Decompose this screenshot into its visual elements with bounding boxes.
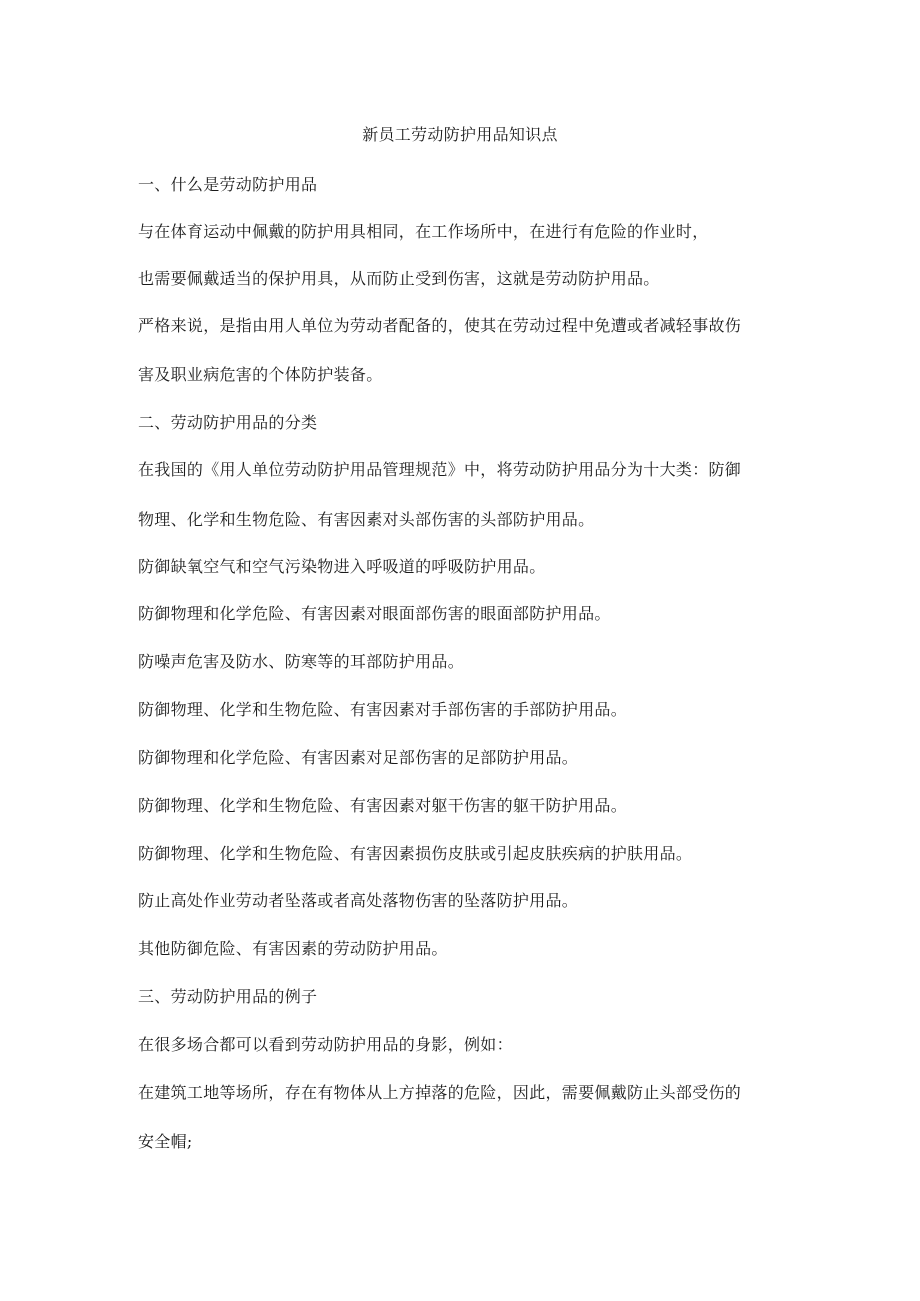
category-item: 防御物理和化学危险、有害因素对足部伤害的足部防护用品。 — [138, 748, 579, 767]
section-3-paragraph-1: 在很多场合都可以看到劳动防护用品的身影，例如： — [138, 1035, 513, 1054]
category-item: 防御物理、化学和生物危险、有害因素对手部伤害的手部防护用品。 — [138, 700, 628, 719]
category-item: 防御物理、化学和生物危险、有害因素损伤皮肤或引起皮肤疾病的护肤用品。 — [138, 844, 693, 863]
section-2-intro-line-2: 物理、化学和生物危险、有害因素对头部伤害的头部防护用品。 — [138, 510, 595, 529]
section-1-paragraph-2-line-2: 害及职业病危害的个体防护装备。 — [138, 365, 383, 384]
section-3-paragraph-2-line-2: 安全帽; — [138, 1132, 193, 1151]
section-1-paragraph-1-line-1: 与在体育运动中佩戴的防护用具相同，在工作场所中，在进行有危险的作业时， — [138, 222, 709, 241]
document-title: 新员工劳动防护用品知识点 — [362, 125, 558, 144]
section-1-paragraph-2-line-1: 严格来说，是指由用人单位为劳动者配备的，使其在劳动过程中免遭或者减轻事故伤 — [138, 316, 742, 335]
category-item: 防御物理和化学危险、有害因素对眼面部伤害的眼面部防护用品。 — [138, 604, 611, 623]
section-2-intro-line-1: 在我国的《用人单位劳动防护用品管理规范》中，将劳动防护用品分为十大类：防御 — [138, 460, 742, 479]
category-item: 其他防御危险、有害因素的劳动防护用品。 — [138, 939, 448, 958]
section-2-heading: 二、劳动防护用品的分类 — [138, 413, 318, 432]
section-3-paragraph-2-line-1: 在建筑工地等场所，存在有物体从上方掉落的危险，因此，需要佩戴防止头部受伤的 — [138, 1083, 742, 1102]
category-item: 防御物理、化学和生物危险、有害因素对躯干伤害的躯干防护用品。 — [138, 796, 628, 815]
section-1-heading: 一、什么是劳动防护用品 — [138, 175, 318, 194]
section-3-heading: 三、劳动防护用品的例子 — [138, 987, 318, 1006]
category-item: 防噪声危害及防水、防寒等的耳部防护用品。 — [138, 652, 465, 671]
section-1-paragraph-1-line-2: 也需要佩戴适当的保护用具，从而防止受到伤害，这就是劳动防护用品。 — [138, 269, 660, 288]
category-item: 防御缺氧空气和空气污染物进入呼吸道的呼吸防护用品。 — [138, 557, 546, 576]
category-item: 防止高处作业劳动者坠落或者高处落物伤害的坠落防护用品。 — [138, 891, 579, 910]
